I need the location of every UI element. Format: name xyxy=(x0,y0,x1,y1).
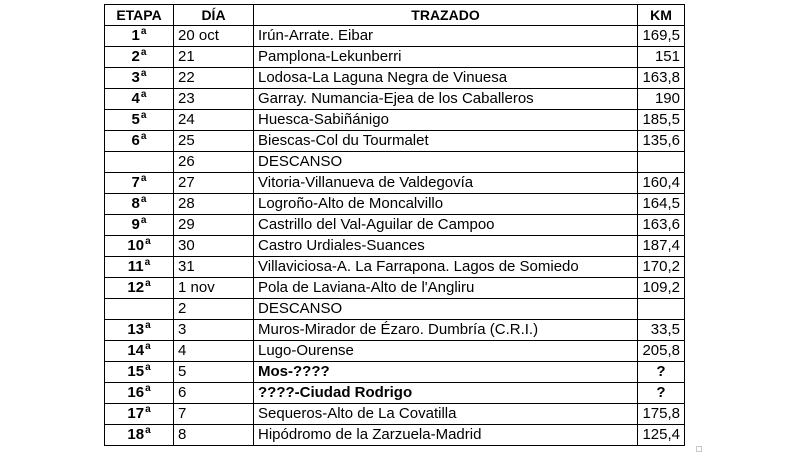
dia-cell: 20 oct xyxy=(174,26,254,47)
km-cell: 170,2 xyxy=(638,257,685,278)
trazado-cell: Pola de Laviana-Alto de l'Angliru xyxy=(254,278,638,299)
etapa-number: 6 xyxy=(131,132,140,149)
km-cell: 164,5 xyxy=(638,194,685,215)
etapa-number: 13 xyxy=(127,321,145,338)
etapa-cell xyxy=(105,236,174,257)
table-row xyxy=(105,299,685,320)
table-row xyxy=(105,425,685,446)
dia-cell: 29 xyxy=(174,215,254,236)
dia-cell: 7 xyxy=(174,404,254,425)
trazado-cell: Lugo-Ourense xyxy=(254,341,638,362)
dia-cell: 6 xyxy=(174,383,254,404)
etapa-number: 12 xyxy=(127,279,145,296)
table-row xyxy=(105,404,685,425)
trazado-cell: Mos-???? xyxy=(254,362,638,383)
etapa-number: 5 xyxy=(131,111,140,128)
dia-cell: 24 xyxy=(174,110,254,131)
etapa-number: 18 xyxy=(127,426,145,443)
km-cell: 163,6 xyxy=(638,215,685,236)
etapa-ordinal: a xyxy=(140,194,147,205)
trazado-cell: Villaviciosa-A. La Farrapona. Lagos de Somiedo xyxy=(254,257,638,278)
stages-table xyxy=(104,4,685,446)
etapa-ordinal: a xyxy=(145,404,151,415)
etapa-cell xyxy=(105,110,174,131)
etapa-cell xyxy=(105,131,174,152)
dia-cell: 2 xyxy=(174,299,254,320)
etapa-ordinal: a xyxy=(140,110,147,121)
etapa-cell xyxy=(105,404,174,425)
header-etapa: ETAPA xyxy=(105,5,174,26)
etapa-cell xyxy=(105,383,174,404)
dia-cell: 23 xyxy=(174,89,254,110)
km-cell xyxy=(638,299,685,320)
etapa-number: 10 xyxy=(127,237,145,254)
etapa-cell xyxy=(105,152,174,173)
table-row xyxy=(105,215,685,236)
etapa-cell xyxy=(105,47,174,68)
etapa-ordinal: a xyxy=(145,425,151,436)
dia-cell: 27 xyxy=(174,173,254,194)
table-header xyxy=(105,5,685,26)
header-dia: DÍA xyxy=(174,5,254,26)
etapa-cell xyxy=(105,26,174,47)
km-cell: 125,4 xyxy=(638,425,685,446)
etapa-ordinal: a xyxy=(144,257,151,268)
etapa-cell xyxy=(105,425,174,446)
dia-cell: 8 xyxy=(174,425,254,446)
km-cell: 160,4 xyxy=(638,173,685,194)
trazado-cell: Hipódromo de la Zarzuela-Madrid xyxy=(254,425,638,446)
table-row xyxy=(105,341,685,362)
etapa-cell xyxy=(105,257,174,278)
km-cell: 185,5 xyxy=(638,110,685,131)
trazado-cell: Castrillo del Val-Aguilar de Campoo xyxy=(254,215,638,236)
etapa-cell xyxy=(105,215,174,236)
etapa-ordinal: a xyxy=(145,383,151,394)
etapa-ordinal: a xyxy=(140,89,147,100)
dia-cell: 26 xyxy=(174,152,254,173)
etapa-ordinal: a xyxy=(145,341,151,352)
trazado-cell: Huesca-Sabiñánigo xyxy=(254,110,638,131)
etapa-cell xyxy=(105,173,174,194)
dia-cell: 30 xyxy=(174,236,254,257)
etapa-ordinal: a xyxy=(140,173,147,184)
table-row xyxy=(105,173,685,194)
dia-cell: 31 xyxy=(174,257,254,278)
etapa-number: 2 xyxy=(131,48,140,65)
km-cell: 163,8 xyxy=(638,68,685,89)
km-cell: ? xyxy=(638,362,685,383)
trazado-cell: Castro Urdiales-Suances xyxy=(254,236,638,257)
etapa-number: 8 xyxy=(131,195,140,212)
etapa-number: 17 xyxy=(127,405,145,422)
table-row xyxy=(105,89,685,110)
trazado-cell: ????-Ciudad Rodrigo xyxy=(254,383,638,404)
etapa-cell xyxy=(105,362,174,383)
table-row xyxy=(105,257,685,278)
table-body xyxy=(105,26,685,446)
km-cell: 187,4 xyxy=(638,236,685,257)
etapa-cell xyxy=(105,341,174,362)
dia-cell: 1 nov xyxy=(174,278,254,299)
table-row xyxy=(105,26,685,47)
etapa-number: 1 xyxy=(131,27,140,44)
table-row xyxy=(105,362,685,383)
table-row xyxy=(105,194,685,215)
trazado-cell: DESCANSO xyxy=(254,299,638,320)
dia-cell: 5 xyxy=(174,362,254,383)
table-row xyxy=(105,152,685,173)
etapa-ordinal: a xyxy=(140,26,147,37)
trazado-cell: DESCANSO xyxy=(254,152,638,173)
dia-cell: 4 xyxy=(174,341,254,362)
table-row xyxy=(105,320,685,341)
table-row xyxy=(105,68,685,89)
table-resize-handle[interactable] xyxy=(696,446,702,452)
trazado-cell: Irún-Arrate. Eibar xyxy=(254,26,638,47)
table-row xyxy=(105,236,685,257)
trazado-cell: Biescas-Col du Tourmalet xyxy=(254,131,638,152)
etapa-ordinal: a xyxy=(145,278,151,289)
etapa-number: 9 xyxy=(131,216,140,233)
etapa-number: 11 xyxy=(127,258,144,275)
etapa-cell xyxy=(105,68,174,89)
trazado-cell: Sequeros-Alto de La Covatilla xyxy=(254,404,638,425)
trazado-cell: Logroño-Alto de Moncalvillo xyxy=(254,194,638,215)
etapa-cell xyxy=(105,194,174,215)
etapa-number: 4 xyxy=(131,90,140,107)
header-km: KM xyxy=(638,5,685,26)
etapa-number: 7 xyxy=(131,174,140,191)
table-row xyxy=(105,383,685,404)
km-cell: 175,8 xyxy=(638,404,685,425)
dia-cell: 3 xyxy=(174,320,254,341)
etapa-number: 15 xyxy=(127,363,145,380)
trazado-cell: Pamplona-Lekunberri xyxy=(254,47,638,68)
km-cell: 205,8 xyxy=(638,341,685,362)
etapa-ordinal: a xyxy=(140,47,147,58)
km-cell: 33,5 xyxy=(638,320,685,341)
etapa-number: 16 xyxy=(127,384,145,401)
etapa-ordinal: a xyxy=(140,131,147,142)
trazado-cell: Lodosa-La Laguna Negra de Vinuesa xyxy=(254,68,638,89)
etapa-ordinal: a xyxy=(140,68,147,79)
table-row xyxy=(105,47,685,68)
km-cell xyxy=(638,152,685,173)
etapa-ordinal: a xyxy=(145,236,151,247)
etapa-ordinal: a xyxy=(145,320,151,331)
dia-cell: 25 xyxy=(174,131,254,152)
etapa-cell xyxy=(105,299,174,320)
km-cell: ? xyxy=(638,383,685,404)
etapa-ordinal: a xyxy=(145,362,151,373)
trazado-cell: Vitoria-Villanueva de Valdegovía xyxy=(254,173,638,194)
header-row xyxy=(105,5,685,26)
header-trazado: TRAZADO xyxy=(254,5,638,26)
etapa-cell xyxy=(105,278,174,299)
dia-cell: 28 xyxy=(174,194,254,215)
etapa-number: 14 xyxy=(127,342,145,359)
etapa-ordinal: a xyxy=(140,215,147,226)
trazado-cell: Garray. Numancia-Ejea de los Caballeros xyxy=(254,89,638,110)
km-cell: 151 xyxy=(638,47,685,68)
etapa-number: 3 xyxy=(131,69,140,86)
km-cell: 135,6 xyxy=(638,131,685,152)
etapa-cell xyxy=(105,320,174,341)
trazado-cell: Muros-Mirador de Ézaro. Dumbría (C.R.I.) xyxy=(254,320,638,341)
km-cell: 190 xyxy=(638,89,685,110)
dia-cell: 22 xyxy=(174,68,254,89)
etapa-cell xyxy=(105,89,174,110)
table-row xyxy=(105,131,685,152)
dia-cell: 21 xyxy=(174,47,254,68)
table-row xyxy=(105,110,685,131)
table-row xyxy=(105,278,685,299)
km-cell: 109,2 xyxy=(638,278,685,299)
km-cell: 169,5 xyxy=(638,26,685,47)
